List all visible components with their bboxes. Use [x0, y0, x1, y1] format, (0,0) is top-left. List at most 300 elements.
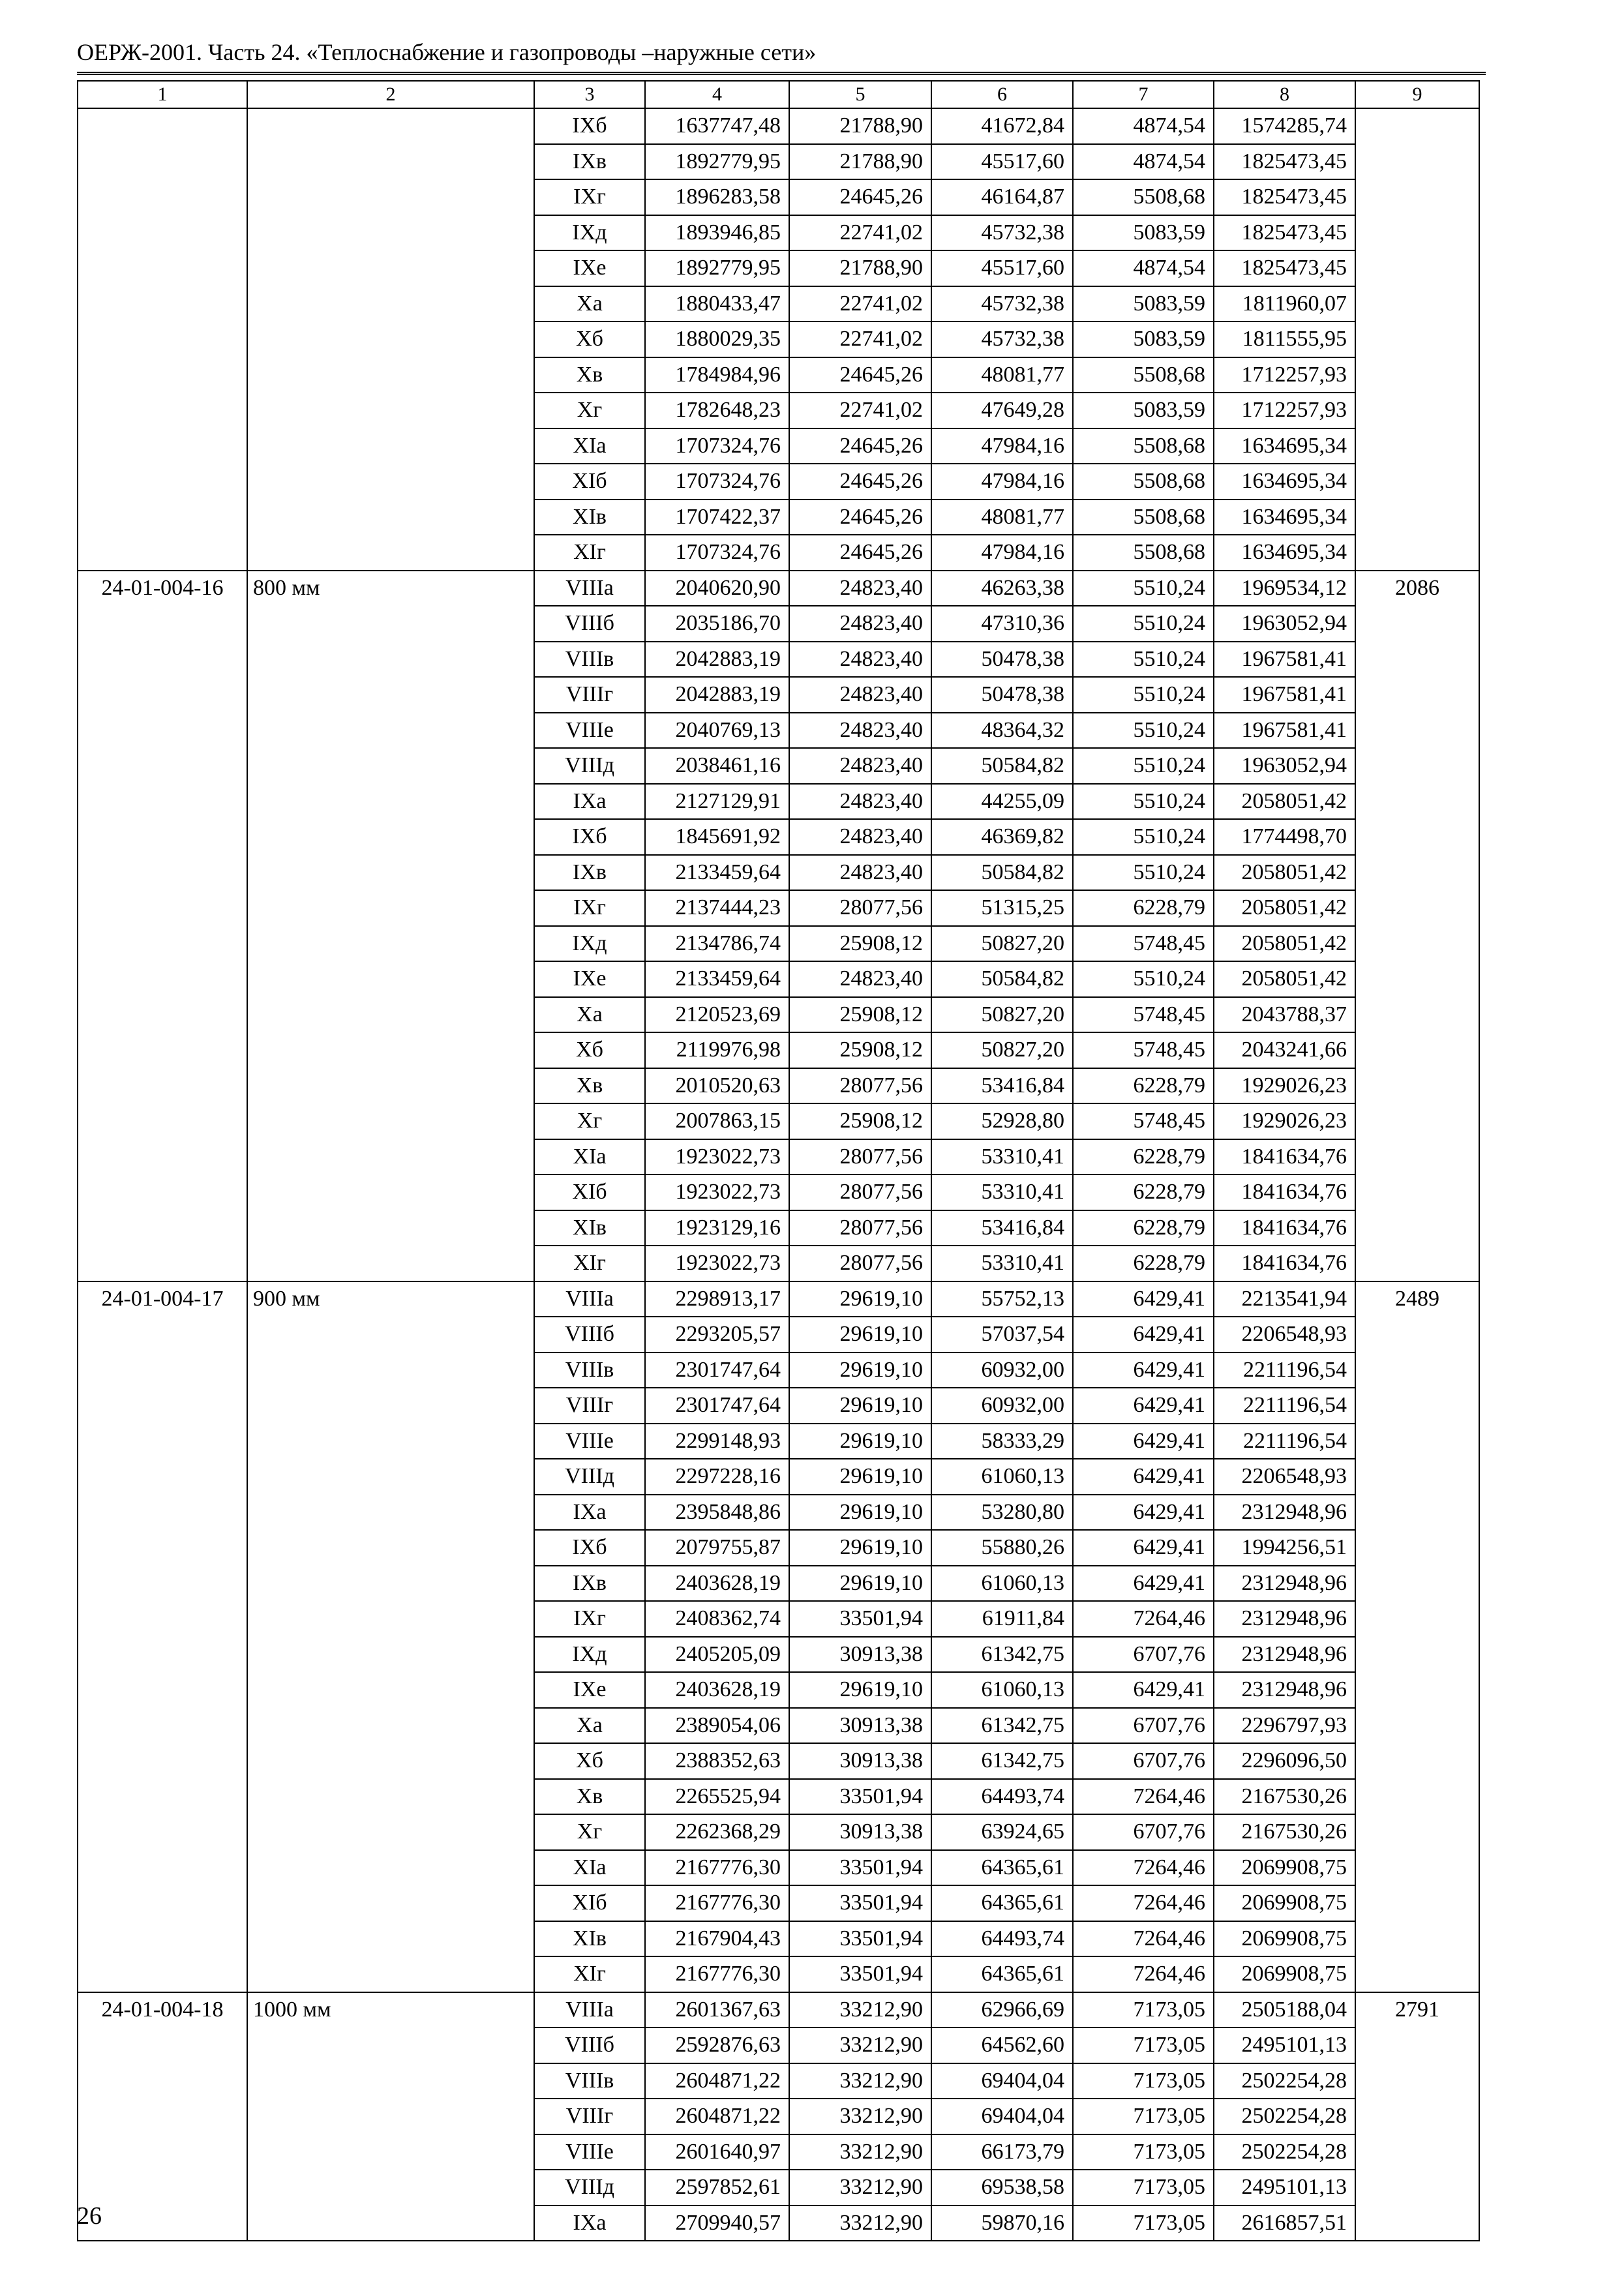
cost-value-cell: 4874,54 [1073, 144, 1214, 180]
cost-value-cell: 61060,13 [931, 1459, 1073, 1495]
cost-value-cell: 2167904,43 [645, 1921, 789, 1957]
cost-value-cell: 50827,20 [931, 1032, 1073, 1068]
cost-value-cell: 22741,02 [789, 393, 931, 428]
cost-value-cell: 5510,24 [1073, 784, 1214, 820]
rate-code-cell: 24-01-004-17 [78, 1281, 247, 1992]
zone-cell: Xг [534, 393, 645, 428]
cost-value-cell: 50478,38 [931, 642, 1073, 678]
cost-value-cell: 47984,16 [931, 464, 1073, 500]
cost-value-cell: 29619,10 [789, 1353, 931, 1388]
cost-value-cell: 48081,77 [931, 500, 1073, 535]
cost-value-cell: 24823,40 [789, 784, 931, 820]
cost-value-cell: 53416,84 [931, 1068, 1073, 1104]
cost-value-cell: 6707,76 [1073, 1708, 1214, 1744]
zone-cell: Xa [534, 286, 645, 322]
cost-value-cell: 53310,41 [931, 1246, 1073, 1281]
cost-value-cell: 2604871,22 [645, 2099, 789, 2134]
cost-value-cell: 6429,41 [1073, 1495, 1214, 1531]
cost-value-cell: 7264,46 [1073, 1885, 1214, 1921]
column-9-value-cell: 2791 [1355, 1992, 1479, 2241]
cost-value-cell: 60932,00 [931, 1388, 1073, 1424]
zone-cell: IXд [534, 1637, 645, 1673]
cost-value-cell: 7173,05 [1073, 2206, 1214, 2241]
cost-value-cell: 4874,54 [1073, 108, 1214, 144]
cost-value-cell: 2134786,74 [645, 926, 789, 962]
cost-value-cell: 33501,94 [789, 1921, 931, 1957]
cost-value-cell: 2312948,96 [1214, 1601, 1355, 1637]
rate-code-cell: 24-01-004-16 [78, 571, 247, 1281]
cost-value-cell: 61911,84 [931, 1601, 1073, 1637]
cost-value-cell: 6429,41 [1073, 1459, 1214, 1495]
cost-value-cell: 1880433,47 [645, 286, 789, 322]
cost-value-cell: 58333,29 [931, 1424, 1073, 1459]
cost-value-cell: 5083,59 [1073, 286, 1214, 322]
cost-value-cell: 6228,79 [1073, 1068, 1214, 1104]
cost-value-cell: 2502254,28 [1214, 2063, 1355, 2099]
cost-value-cell: 1825473,45 [1214, 179, 1355, 215]
cost-value-cell: 2010520,63 [645, 1068, 789, 1104]
cost-value-cell: 2388352,63 [645, 1743, 789, 1779]
zone-cell: IXб [534, 819, 645, 855]
cost-value-cell: 64365,61 [931, 1850, 1073, 1886]
column-number: 2 [247, 81, 534, 108]
cost-value-cell: 2167776,30 [645, 1956, 789, 1992]
cost-value-cell: 2408362,74 [645, 1601, 789, 1637]
cost-value-cell: 2298913,17 [645, 1281, 789, 1317]
cost-value-cell: 2167530,26 [1214, 1814, 1355, 1850]
zone-cell: XIa [534, 428, 645, 464]
cost-value-cell: 6228,79 [1073, 1139, 1214, 1175]
zone-cell: IXд [534, 215, 645, 251]
cost-value-cell: 5510,24 [1073, 819, 1214, 855]
page-number: 26 [77, 2202, 102, 2230]
cost-value-cell: 5083,59 [1073, 322, 1214, 357]
cost-value-cell: 24823,40 [789, 961, 931, 997]
cost-value-cell: 24645,26 [789, 357, 931, 393]
cost-value-cell: 6429,41 [1073, 1281, 1214, 1317]
cost-value-cell: 47984,16 [931, 428, 1073, 464]
column-number: 1 [78, 81, 247, 108]
cost-value-cell: 7173,05 [1073, 1992, 1214, 2028]
zone-cell: XIa [534, 1850, 645, 1886]
cost-value-cell: 5510,24 [1073, 606, 1214, 642]
cost-value-cell: 1892779,95 [645, 250, 789, 286]
cost-value-cell: 5748,45 [1073, 926, 1214, 962]
cost-value-cell: 6707,76 [1073, 1743, 1214, 1779]
zone-cell: IXa [534, 2206, 645, 2241]
cost-value-cell: 64493,74 [931, 1779, 1073, 1815]
cost-value-cell: 22741,02 [789, 286, 931, 322]
cost-value-cell: 33501,94 [789, 1779, 931, 1815]
cost-value-cell: 2069908,75 [1214, 1850, 1355, 1886]
cost-value-cell: 2293205,57 [645, 1317, 789, 1353]
cost-value-cell: 30913,38 [789, 1743, 931, 1779]
cost-value-cell: 6429,41 [1073, 1388, 1214, 1424]
cost-value-cell: 1707422,37 [645, 500, 789, 535]
cost-value-cell: 47310,36 [931, 606, 1073, 642]
column-number: 3 [534, 81, 645, 108]
rates-table [77, 80, 1480, 2241]
pipe-diameter-cell: 900 мм [247, 1281, 534, 1992]
cost-value-cell: 2167776,30 [645, 1885, 789, 1921]
cost-value-cell: 5510,24 [1073, 748, 1214, 784]
cost-value-cell: 2296096,50 [1214, 1743, 1355, 1779]
zone-cell: XIг [534, 535, 645, 571]
cost-value-cell: 2604871,22 [645, 2063, 789, 2099]
cost-value-cell: 50584,82 [931, 961, 1073, 997]
cost-value-cell: 2069908,75 [1214, 1956, 1355, 1992]
cost-value-cell: 2312948,96 [1214, 1495, 1355, 1531]
cost-value-cell: 2297228,16 [645, 1459, 789, 1495]
zone-cell: VIIIе [534, 2134, 645, 2170]
cost-value-cell: 6429,41 [1073, 1672, 1214, 1708]
zone-cell: VIIIе [534, 1424, 645, 1459]
cost-value-cell: 5508,68 [1073, 179, 1214, 215]
cost-value-cell: 7264,46 [1073, 1601, 1214, 1637]
zone-cell: VIIIд [534, 2170, 645, 2206]
cost-value-cell: 1637747,48 [645, 108, 789, 144]
zone-cell: IXг [534, 179, 645, 215]
zone-cell: IXa [534, 1495, 645, 1531]
cost-value-cell: 50584,82 [931, 855, 1073, 891]
zone-cell: VIIIв [534, 642, 645, 678]
cost-value-cell: 53310,41 [931, 1174, 1073, 1210]
cost-value-cell: 50827,20 [931, 926, 1073, 962]
zone-cell: VIIIб [534, 1317, 645, 1353]
zone-cell: Xв [534, 1779, 645, 1815]
cost-value-cell: 1707324,76 [645, 535, 789, 571]
pipe-diameter-cell: 1000 мм [247, 1992, 534, 2241]
cost-value-cell: 2058051,42 [1214, 890, 1355, 926]
column-number: 7 [1073, 81, 1214, 108]
zone-cell: VIIIв [534, 2063, 645, 2099]
cost-value-cell: 47984,16 [931, 535, 1073, 571]
cost-value-cell: 2211196,54 [1214, 1353, 1355, 1388]
cost-value-cell: 2312948,96 [1214, 1566, 1355, 1602]
cost-value-cell: 55880,26 [931, 1530, 1073, 1566]
cost-value-cell: 1963052,94 [1214, 606, 1355, 642]
zone-cell: VIIIг [534, 2099, 645, 2134]
cost-value-cell: 1929026,23 [1214, 1068, 1355, 1104]
zone-cell: VIIIa [534, 1281, 645, 1317]
zone-cell: IXв [534, 855, 645, 891]
cost-value-cell: 2211196,54 [1214, 1388, 1355, 1424]
cost-value-cell: 1825473,45 [1214, 250, 1355, 286]
cost-value-cell: 24645,26 [789, 179, 931, 215]
cost-value-cell: 2206548,93 [1214, 1317, 1355, 1353]
cost-value-cell: 24645,26 [789, 535, 931, 571]
cost-value-cell: 1896283,58 [645, 179, 789, 215]
cost-value-cell: 61342,75 [931, 1637, 1073, 1673]
cost-value-cell: 22741,02 [789, 215, 931, 251]
cost-value-cell: 69404,04 [931, 2063, 1073, 2099]
cost-value-cell: 55752,13 [931, 1281, 1073, 1317]
cost-value-cell: 24823,40 [789, 606, 931, 642]
column-9-value-cell: 2086 [1355, 571, 1479, 1281]
cost-value-cell: 5748,45 [1073, 1032, 1214, 1068]
cost-value-cell: 29619,10 [789, 1672, 931, 1708]
cost-value-cell: 2058051,42 [1214, 961, 1355, 997]
cost-value-cell: 7173,05 [1073, 2099, 1214, 2134]
cost-value-cell: 7173,05 [1073, 2134, 1214, 2170]
zone-cell: IXе [534, 1672, 645, 1708]
cost-value-cell: 1811555,95 [1214, 322, 1355, 357]
zone-cell: VIIIд [534, 1459, 645, 1495]
cost-value-cell: 2405205,09 [645, 1637, 789, 1673]
cost-value-cell: 1994256,51 [1214, 1530, 1355, 1566]
zone-cell: Xг [534, 1814, 645, 1850]
cost-value-cell: 2058051,42 [1214, 855, 1355, 891]
cost-value-cell: 1841634,76 [1214, 1139, 1355, 1175]
zone-cell: VIIIг [534, 1388, 645, 1424]
cost-value-cell: 28077,56 [789, 1246, 931, 1281]
table-row [78, 1281, 1479, 1317]
cost-value-cell: 1967581,41 [1214, 677, 1355, 713]
cost-value-cell: 2119976,98 [645, 1032, 789, 1068]
column-number: 4 [645, 81, 789, 108]
cost-value-cell: 2616857,51 [1214, 2206, 1355, 2241]
cost-value-cell: 69538,58 [931, 2170, 1073, 2206]
cost-value-cell: 2079755,87 [645, 1530, 789, 1566]
cost-value-cell: 64562,60 [931, 2027, 1073, 2063]
cost-value-cell: 33212,90 [789, 2134, 931, 2170]
cost-value-cell: 2502254,28 [1214, 2134, 1355, 2170]
zone-cell: Xв [534, 357, 645, 393]
zone-cell: VIIIa [534, 571, 645, 606]
zone-cell: Xг [534, 1103, 645, 1139]
column-number: 8 [1214, 81, 1355, 108]
zone-cell: IXв [534, 1566, 645, 1602]
cost-value-cell: 5748,45 [1073, 1103, 1214, 1139]
cost-value-cell: 48364,32 [931, 713, 1073, 749]
cost-value-cell: 61060,13 [931, 1566, 1073, 1602]
cost-value-cell: 1574285,74 [1214, 108, 1355, 144]
cost-value-cell: 45732,38 [931, 322, 1073, 357]
cost-value-cell: 6228,79 [1073, 890, 1214, 926]
cost-value-cell: 1707324,76 [645, 428, 789, 464]
cost-value-cell: 2167776,30 [645, 1850, 789, 1886]
cost-value-cell: 24823,40 [789, 677, 931, 713]
zone-cell: Xa [534, 1708, 645, 1744]
cost-value-cell: 33212,90 [789, 2206, 931, 2241]
cost-value-cell: 2502254,28 [1214, 2099, 1355, 2134]
cost-value-cell: 33501,94 [789, 1850, 931, 1886]
cost-value-cell: 1923022,73 [645, 1246, 789, 1281]
cost-value-cell: 1782648,23 [645, 393, 789, 428]
cost-value-cell: 24823,40 [789, 855, 931, 891]
cost-value-cell: 7264,46 [1073, 1779, 1214, 1815]
cost-value-cell: 6228,79 [1073, 1210, 1214, 1246]
cost-value-cell: 30913,38 [789, 1637, 931, 1673]
cost-value-cell: 1929026,23 [1214, 1103, 1355, 1139]
zone-cell: XIб [534, 1885, 645, 1921]
cost-value-cell: 46263,38 [931, 571, 1073, 606]
cost-value-cell: 1967581,41 [1214, 713, 1355, 749]
zone-cell: VIIIa [534, 1992, 645, 2028]
cost-value-cell: 2040769,13 [645, 713, 789, 749]
cost-value-cell: 2133459,64 [645, 855, 789, 891]
zone-cell: XIб [534, 1174, 645, 1210]
cost-value-cell: 2403628,19 [645, 1672, 789, 1708]
cost-value-cell: 2007863,15 [645, 1103, 789, 1139]
cost-value-cell: 2301747,64 [645, 1353, 789, 1388]
zone-cell: IXб [534, 108, 645, 144]
cost-value-cell: 2058051,42 [1214, 784, 1355, 820]
zone-cell: XIв [534, 500, 645, 535]
zone-cell: IXa [534, 784, 645, 820]
cost-value-cell: 5510,24 [1073, 571, 1214, 606]
cost-value-cell: 2206548,93 [1214, 1459, 1355, 1495]
cost-value-cell: 5510,24 [1073, 961, 1214, 997]
zone-cell: VIIIв [534, 1353, 645, 1388]
zone-cell: IXг [534, 1601, 645, 1637]
cost-value-cell: 41672,84 [931, 108, 1073, 144]
cost-value-cell: 2389054,06 [645, 1708, 789, 1744]
zone-cell: Xб [534, 322, 645, 357]
cost-value-cell: 5508,68 [1073, 464, 1214, 500]
page-header-title: ОЕРЖ-2001. Часть 24. «Теплоснабжение и газопроводы –наружные сети» [77, 39, 817, 65]
cost-value-cell: 7264,46 [1073, 1956, 1214, 1992]
cost-value-cell: 2265525,94 [645, 1779, 789, 1815]
cost-value-cell: 2395848,86 [645, 1495, 789, 1531]
cost-value-cell: 2592876,63 [645, 2027, 789, 2063]
cost-value-cell: 30913,38 [789, 1708, 931, 1744]
header-double-rule [77, 72, 1486, 75]
cost-value-cell: 61342,75 [931, 1743, 1073, 1779]
cost-value-cell: 2133459,64 [645, 961, 789, 997]
cost-value-cell: 6429,41 [1073, 1566, 1214, 1602]
cost-value-cell: 2043788,37 [1214, 997, 1355, 1033]
cost-value-cell: 1841634,76 [1214, 1210, 1355, 1246]
zone-cell: IXг [534, 890, 645, 926]
cost-value-cell: 2211196,54 [1214, 1424, 1355, 1459]
cost-value-cell: 2035186,70 [645, 606, 789, 642]
cost-value-cell: 28077,56 [789, 1210, 931, 1246]
cost-value-cell: 45517,60 [931, 144, 1073, 180]
column-number: 6 [931, 81, 1073, 108]
cost-value-cell: 2038461,16 [645, 748, 789, 784]
cost-value-cell: 1963052,94 [1214, 748, 1355, 784]
zone-cell: XIг [534, 1246, 645, 1281]
column-number: 9 [1355, 81, 1479, 108]
cost-value-cell: 2301747,64 [645, 1388, 789, 1424]
cost-value-cell: 6228,79 [1073, 1174, 1214, 1210]
cost-value-cell: 28077,56 [789, 1139, 931, 1175]
cost-value-cell: 5083,59 [1073, 215, 1214, 251]
cost-value-cell: 45732,38 [931, 215, 1073, 251]
cost-value-cell: 5510,24 [1073, 677, 1214, 713]
zone-cell: VIIIб [534, 2027, 645, 2063]
cost-value-cell: 64365,61 [931, 1885, 1073, 1921]
cost-value-cell: 2043241,66 [1214, 1032, 1355, 1068]
cost-value-cell: 5083,59 [1073, 393, 1214, 428]
cost-value-cell: 5508,68 [1073, 357, 1214, 393]
pipe-diameter-cell [247, 108, 534, 571]
column-9-value-cell: 2489 [1355, 1281, 1479, 1992]
cost-value-cell: 29619,10 [789, 1530, 931, 1566]
cost-value-cell: 2040620,90 [645, 571, 789, 606]
zone-cell: XIв [534, 1210, 645, 1246]
cost-value-cell: 6228,79 [1073, 1246, 1214, 1281]
pipe-diameter-cell: 800 мм [247, 571, 534, 1281]
cost-value-cell: 1712257,93 [1214, 357, 1355, 393]
cost-value-cell: 45732,38 [931, 286, 1073, 322]
cost-value-cell: 69404,04 [931, 2099, 1073, 2134]
cost-value-cell: 2312948,96 [1214, 1637, 1355, 1673]
cost-value-cell: 2601367,63 [645, 1992, 789, 2028]
cost-value-cell: 1825473,45 [1214, 144, 1355, 180]
cost-value-cell: 1712257,93 [1214, 393, 1355, 428]
zone-cell: XIa [534, 1139, 645, 1175]
cost-value-cell: 1811960,07 [1214, 286, 1355, 322]
cost-value-cell: 52928,80 [931, 1103, 1073, 1139]
cost-value-cell: 29619,10 [789, 1566, 931, 1602]
cost-value-cell: 64365,61 [931, 1956, 1073, 1992]
cost-value-cell: 29619,10 [789, 1388, 931, 1424]
zone-cell: Xa [534, 997, 645, 1033]
cost-value-cell: 47649,28 [931, 393, 1073, 428]
cost-value-cell: 64493,74 [931, 1921, 1073, 1957]
cost-value-cell: 5508,68 [1073, 535, 1214, 571]
cost-value-cell: 29619,10 [789, 1459, 931, 1495]
cost-value-cell: 28077,56 [789, 890, 931, 926]
cost-value-cell: 5510,24 [1073, 713, 1214, 749]
cost-value-cell: 1841634,76 [1214, 1174, 1355, 1210]
cost-value-cell: 51315,25 [931, 890, 1073, 926]
cost-value-cell: 5510,24 [1073, 855, 1214, 891]
cost-value-cell: 29619,10 [789, 1495, 931, 1531]
cost-value-cell: 2213541,94 [1214, 1281, 1355, 1317]
cost-value-cell: 7173,05 [1073, 2170, 1214, 2206]
column-number: 5 [789, 81, 931, 108]
cost-value-cell: 6429,41 [1073, 1530, 1214, 1566]
cost-value-cell: 2601640,97 [645, 2134, 789, 2170]
zone-cell: IXв [534, 144, 645, 180]
cost-value-cell: 2597852,61 [645, 2170, 789, 2206]
cost-value-cell: 22741,02 [789, 322, 931, 357]
cost-value-cell: 2299148,93 [645, 1424, 789, 1459]
cost-value-cell: 59870,16 [931, 2206, 1073, 2241]
zone-cell: IXе [534, 250, 645, 286]
cost-value-cell: 6707,76 [1073, 1814, 1214, 1850]
cost-value-cell: 5508,68 [1073, 500, 1214, 535]
cost-value-cell: 2495101,13 [1214, 2170, 1355, 2206]
cost-value-cell: 29619,10 [789, 1281, 931, 1317]
cost-value-cell: 1923022,73 [645, 1174, 789, 1210]
cost-value-cell: 33501,94 [789, 1956, 931, 1992]
cost-value-cell: 6429,41 [1073, 1317, 1214, 1353]
zone-cell: Xб [534, 1743, 645, 1779]
table-row [78, 571, 1479, 606]
cost-value-cell: 25908,12 [789, 997, 931, 1033]
cost-value-cell: 57037,54 [931, 1317, 1073, 1353]
cost-value-cell: 28077,56 [789, 1174, 931, 1210]
zone-cell: VIIIг [534, 677, 645, 713]
cost-value-cell: 61060,13 [931, 1672, 1073, 1708]
rates-table-body [78, 81, 1479, 2241]
cost-value-cell: 53416,84 [931, 1210, 1073, 1246]
table-row [78, 108, 1479, 144]
cost-value-cell: 24823,40 [789, 642, 931, 678]
cost-value-cell: 21788,90 [789, 144, 931, 180]
cost-value-cell: 50827,20 [931, 997, 1073, 1033]
cost-value-cell: 30913,38 [789, 1814, 931, 1850]
zone-cell: XIв [534, 1921, 645, 1957]
zone-cell: IXб [534, 1530, 645, 1566]
cost-value-cell: 25908,12 [789, 1103, 931, 1139]
cost-value-cell: 50478,38 [931, 677, 1073, 713]
cost-value-cell: 2296797,93 [1214, 1708, 1355, 1744]
